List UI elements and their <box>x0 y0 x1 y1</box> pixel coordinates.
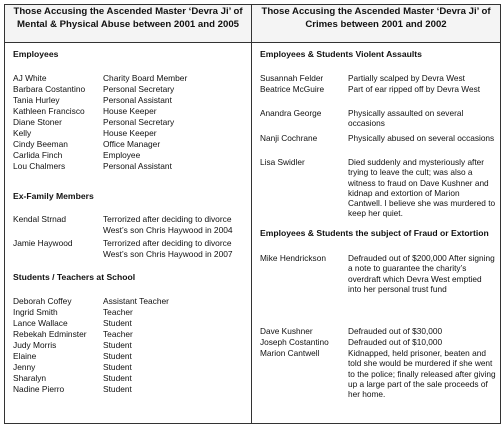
person-role: House Keeper <box>103 106 157 116</box>
left-title-line1: Those Accusing the Ascended Master ‘Devra Ji’ of <box>13 6 243 17</box>
person-name: Deborah Coffey <box>13 296 72 306</box>
person-role: Teacher <box>103 307 133 317</box>
section-heading-employees: Employees <box>13 49 59 59</box>
person-name: Lisa Swidler <box>260 157 305 167</box>
person-role: Personal Secretary <box>103 84 175 94</box>
person-role: Assistant Teacher <box>103 296 169 306</box>
right-title-line2: Crimes between 2001 and 2002 <box>305 19 447 30</box>
person-role: Terrorized after deciding to divorce <box>103 214 232 224</box>
section-heading-violent-assaults: Employees & Students Violent Assaults <box>260 49 422 59</box>
accusation-text: Died suddenly and mysteriously after trying to leave the cult; was also a witness to fraud on Dave Kushner and kidnap and extortion of Marion Cantwell. I believe she was murdered to keep her quiet. <box>348 157 496 219</box>
accusation-text: Defrauded out of $200,000 After signing a note to guarantee the charity’s overdraft which Devra West emptied into her personal trust fund <box>348 253 495 294</box>
right-title-line1: Those Accusing the Ascended Master ‘Devra Ji’ of <box>261 6 491 17</box>
person-role: Personal Assistant <box>103 95 172 105</box>
person-name: Jamie Haywood <box>13 238 73 248</box>
person-role: Terrorized after deciding to divorce <box>103 238 232 248</box>
person-name: Jenny <box>13 362 36 372</box>
person-role: House Keeper <box>103 128 157 138</box>
person-name: Rebekah Edminster <box>13 329 87 339</box>
person-role: Charity Board Member <box>103 73 188 83</box>
person-name: Carlida Finch <box>13 150 63 160</box>
person-role: Office Manager <box>103 139 161 149</box>
accusation-text: Defrauded out of $30,000 <box>348 326 443 336</box>
person-role: Student <box>103 384 132 394</box>
person-name: Diane Stoner <box>13 117 62 127</box>
section-heading-ex-family: Ex-Family Members <box>13 191 94 201</box>
person-name: Nanji Cochrane <box>260 133 318 143</box>
person-name: Judy Morris <box>13 340 57 350</box>
person-name: Lance Wallace <box>13 318 68 328</box>
accusation-text: Defrauded out of $10,000 <box>348 337 443 347</box>
accusation-text: Kidnapped, held prisoner, beaten and told she would be murdered if she went to the police; finally released after giving up a large part of the sale proceeds of her home. <box>348 348 496 400</box>
person-name: Joseph Costantino <box>260 337 329 347</box>
person-name: Tania Hurley <box>13 95 60 105</box>
person-name: Beatrice McGuire <box>260 84 325 94</box>
person-name: Kelly <box>13 128 32 138</box>
person-name: Elaine <box>13 351 37 361</box>
accusation-text: Partially scalped by Devra West <box>348 73 465 83</box>
left-title-line2: Mental & Physical Abuse between 2001 and 2005 <box>17 19 239 30</box>
right-column-body <box>252 43 501 424</box>
person-role: Student <box>103 340 132 350</box>
person-name: Ingrid Smith <box>13 307 58 317</box>
person-name: Sharalyn <box>13 373 47 383</box>
person-name: Dave Kushner <box>260 326 313 336</box>
person-role: Employee <box>103 150 141 160</box>
person-name: Kendal Strnad <box>13 214 67 224</box>
person-role: Student <box>103 362 132 372</box>
accusation-text: Physically assaulted on several occasions <box>348 108 464 129</box>
section-heading-students-teachers: Students / Teachers at School <box>13 272 136 282</box>
person-name: Lou Chalmers <box>13 161 66 171</box>
person-name: Susannah Felder <box>260 73 324 83</box>
person-role: Student <box>103 373 132 383</box>
section-heading-fraud-extortion: Employees & Students the subject of Fraud or Extortion <box>260 228 489 238</box>
person-role: Personal Assistant <box>103 161 172 171</box>
person-name: Barbara Costantino <box>13 84 86 94</box>
person-name: Mike Hendrickson <box>260 253 326 263</box>
person-name: Cindy Beeman <box>13 139 68 149</box>
accusation-text: Part of ear ripped off by Devra West <box>348 84 481 94</box>
left-column-body <box>5 43 252 424</box>
person-role: Student <box>103 351 132 361</box>
person-name: AJ White <box>13 73 47 83</box>
person-role: West’s son Chris Haywood in 2004 <box>103 225 233 235</box>
person-name: Anandra George <box>260 108 322 118</box>
left-column-header <box>5 5 252 43</box>
right-column-header <box>252 5 501 43</box>
person-name: Marion Cantwell <box>260 348 320 358</box>
person-role: Teacher <box>103 329 133 339</box>
person-role: West’s son Chris Haywood in 2007 <box>103 249 233 259</box>
accusations-table <box>4 4 501 424</box>
person-role: Student <box>103 318 132 328</box>
person-name: Kathleen Francisco <box>13 106 85 116</box>
person-role: Personal Secretary <box>103 117 175 127</box>
person-name: Nadine Pierro <box>13 384 65 394</box>
accusation-text: Physically abused on several occasions <box>348 133 495 143</box>
